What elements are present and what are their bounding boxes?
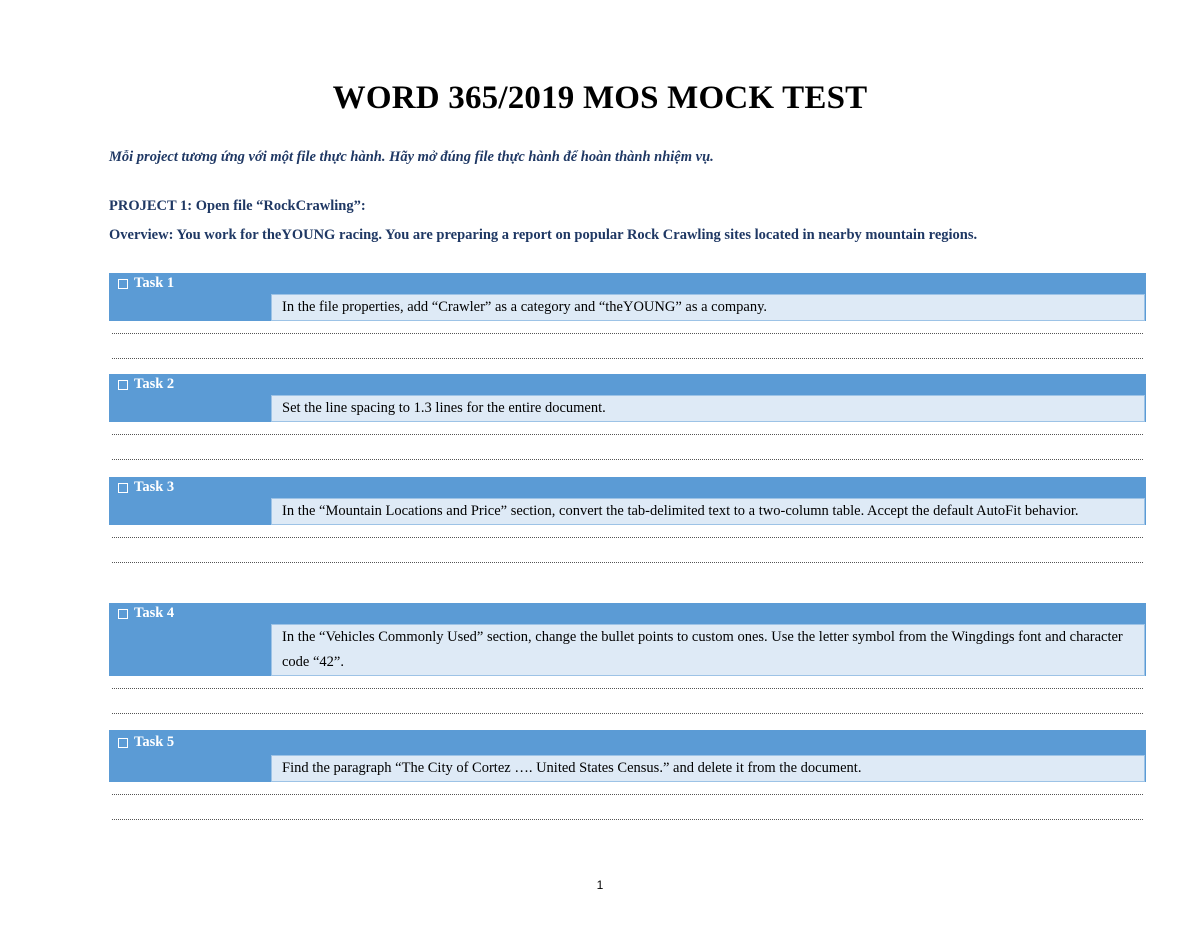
task-table [109,603,1146,676]
task-block [109,730,1146,820]
dotted-answer-line [112,447,1143,460]
project-overview: Overview: You work for theYOUNG racing. You are preparing a report on popular Rock Crawling sites located in nearby mountain regions. [109,227,978,243]
task-label [109,605,174,622]
checkbox-icon [118,380,128,390]
dotted-answer-line [112,701,1143,714]
task-block [109,374,1146,460]
page-title: WORD 365/2019 MOS MOCK TEST [332,80,868,116]
task-label [109,734,174,751]
task-description: In the file properties, add “Crawler” as a category and “theYOUNG” as a company. [271,294,1145,321]
task-label-text: Task 5 [134,734,175,750]
checkbox-icon [118,738,128,748]
checkbox-icon [118,609,128,619]
task-description: Set the line spacing to 1.3 lines for the entire document. [271,395,1145,422]
dotted-answer-line [112,422,1143,435]
task-block [109,603,1146,714]
dotted-answer-line [112,807,1143,820]
checkbox-icon [118,483,128,493]
task-block [109,477,1146,563]
dotted-answer-line [112,782,1143,795]
page-number: 1 [596,878,604,892]
task-description: In the “Mountain Locations and Price” section, convert the tab-delimited text to a two-column table. Accept the default AutoFit behavior. [271,498,1145,525]
task-label [109,479,174,496]
task-label-text: Task 2 [134,376,175,392]
task-table [109,273,1146,321]
task-table [109,477,1146,525]
checkbox-icon [118,279,128,289]
dotted-answer-line [112,346,1143,359]
task-label [109,376,174,393]
project-heading: PROJECT 1: Open file “RockCrawling”: [109,198,366,214]
task-table [109,374,1146,422]
task-label [109,275,174,292]
dotted-answer-line [112,550,1143,563]
dotted-answer-line [112,321,1143,334]
task-label-text: Task 1 [134,275,175,291]
task-description: Find the paragraph “The City of Cortez …. United States Census.” and delete it from the document. [271,755,1145,782]
task-label-text: Task 4 [134,605,175,621]
task-label-text: Task 3 [134,479,175,495]
dotted-answer-line [112,525,1143,538]
intro-text: Mỗi project tương ứng với một file thực hành. Hãy mở đúng file thực hành để hoàn thành nhiệm vụ. [109,149,714,165]
task-table [109,730,1146,782]
task-block [109,273,1146,359]
task-description: In the “Vehicles Commonly Used” section, change the bullet points to custom ones. Use the letter symbol from the Wingdings font and character code “42”. [271,624,1145,676]
dotted-answer-line [112,676,1143,689]
